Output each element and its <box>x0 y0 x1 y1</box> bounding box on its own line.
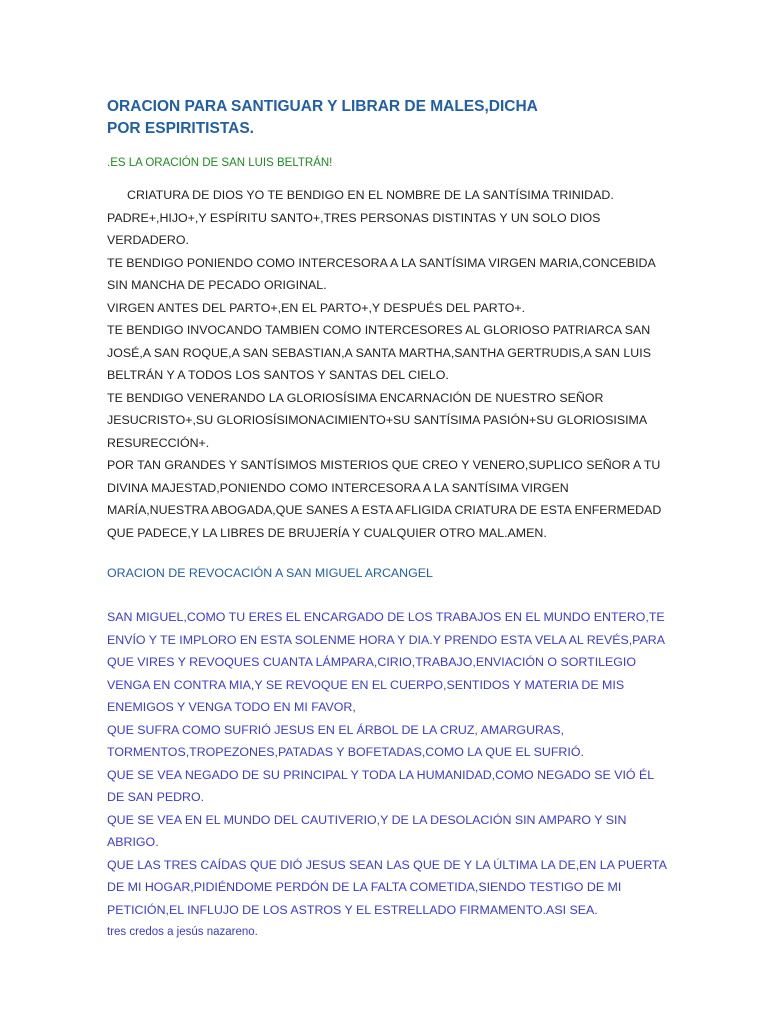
prayer-2-paragraph: QUE SE VEA NEGADO DE SU PRINCIPAL Y TODA LA HUMANIDAD,COMO NEGADO SE VIÓ ÉL DE SAN PEDRO. <box>107 767 654 804</box>
prayer-2-body <box>107 606 667 944</box>
prayer-1-paragraph: VIRGEN ANTES DEL PARTO+,EN EL PARTO+,Y DESPUÉS DEL PARTO+. <box>107 300 526 315</box>
prayer-2-paragraph: QUE LAS TRES CAÍDAS QUE DIÓ JESUS SEAN LAS QUE DE Y LA ÚLTIMA LA DE,EN LA PUERTA DE MI HOGAR,PIDIÉNDOME PERDÓN DE LA FALTA COMETIDA,SIENDO TESTIGO DE MI PETICIÓN,EL INFLUJO DE LOS ASTROS Y EL ESTRELLADO FIRMAMENTO.ASI SEA. <box>107 857 667 917</box>
prayer-2-paragraph: QUE SE VEA EN EL MUNDO DEL CAUTIVERIO,Y DE LA DESOLACIÓN SIN AMPARO Y SIN ABRIGO. <box>107 812 627 849</box>
closing-note: tres credos a jesús nazareno. <box>107 926 258 938</box>
title-line-2: POR ESPIRITISTAS. <box>107 120 254 137</box>
prayer-1-body <box>107 184 667 544</box>
prayer-1-paragraph: CRIATURA DE DIOS YO TE BENDIGO EN EL NOMBRE DE LA SANTÍSIMA TRINIDAD. <box>127 188 614 202</box>
prayer-1-paragraph: TE BENDIGO PONIENDO COMO INTERCESORA A LA SANTÍSIMA VIRGEN MARIA,CONCEBIDA SIN MANCHA DE PECADO ORIGINAL. <box>107 255 656 292</box>
prayer-2-paragraph: QUE SUFRA COMO SUFRIÓ JESUS EN EL ÁRBOL DE LA CRUZ, AMARGURAS, TORMENTOS,TROPEZONES,PATADAS Y BOFETADAS,COMO LA QUE EL SUFRIÓ. <box>107 722 584 759</box>
prayer-2-paragraph: SAN MIGUEL,COMO TU ERES EL ENCARGADO DE LOS TRABAJOS EN EL MUNDO ENTERO,TE ENVÍO Y TE IMPLORO EN ESTA SOLENME HORA Y DIA.Y PRENDO ESTA VELA AL REVÉS,PARA QUE VIRES Y REVOQUES CUANTA LÁMPARA,CIRIO,TRABAJO,ENVIACIÓN O SORTILEGIO VENGA EN CONTRA MIA,Y SE REVOQUE EN EL CUERPO,SENTIDOS Y MATERIA DE MIS ENEMIGOS Y VENGA TODO EN MI FAVOR, <box>107 610 665 714</box>
document-title <box>107 96 667 140</box>
prayer-1-paragraph: POR TAN GRANDES Y SANTÍSIMOS MISTERIOS QUE CREO Y VENERO,SUPLICO SEÑOR A TU DIVINA MAJESTAD,PONIENDO COMO INTERCESORA A LA SANTÍSIMA VIRGEN MARÍA,NUESTRA ABOGADA,QUE SANES A ESTA AFLIGIDA CRIATURA DE ESTA ENFERMEDAD QUE PADECE,Y LA LIBRES DE BRUJERÍA Y CUALQUIER OTRO MAL.AMEN. <box>107 458 662 540</box>
prayer-1-paragraph: PADRE+,HIJO+,Y ESPÍRITU SANTO+,TRES PERSONAS DISTINTAS Y UN SOLO DIOS VERDADERO. <box>107 210 601 247</box>
title-line-1: ORACION PARA SANTIGUAR Y LIBRAR DE MALES,DICHA <box>107 98 538 115</box>
section-2-title: ORACION DE REVOCACIÓN A SAN MIGUEL ARCANGEL <box>107 566 433 580</box>
prayer-1-paragraph: TE BENDIGO INVOCANDO TAMBIEN COMO INTERCESORES AL GLORIOSO PATRIARCA SAN JOSÉ,A SAN ROQUE,A SAN SEBASTIAN,A SANTA MARTHA,SANTHA GERTRUDIS,A SAN LUIS BELTRÁN Y A TODOS LOS SANTOS Y SANTAS DEL CIELO. <box>107 323 651 382</box>
prayer-1-paragraph: TE BENDIGO VENERANDO LA GLORIOSÍSIMA ENCARNACIÓN DE NUESTRO SEÑOR JESUCRISTO+,SU GLORIOSÍSIMONACIMIENTO+SU SANTÍSIMA PASIÓN+SU GLORIOSISIMA RESURECCIÓN+. <box>107 390 647 450</box>
subtitle: .ES LA ORACIÓN DE SAN LUIS BELTRÁN! <box>107 157 333 169</box>
